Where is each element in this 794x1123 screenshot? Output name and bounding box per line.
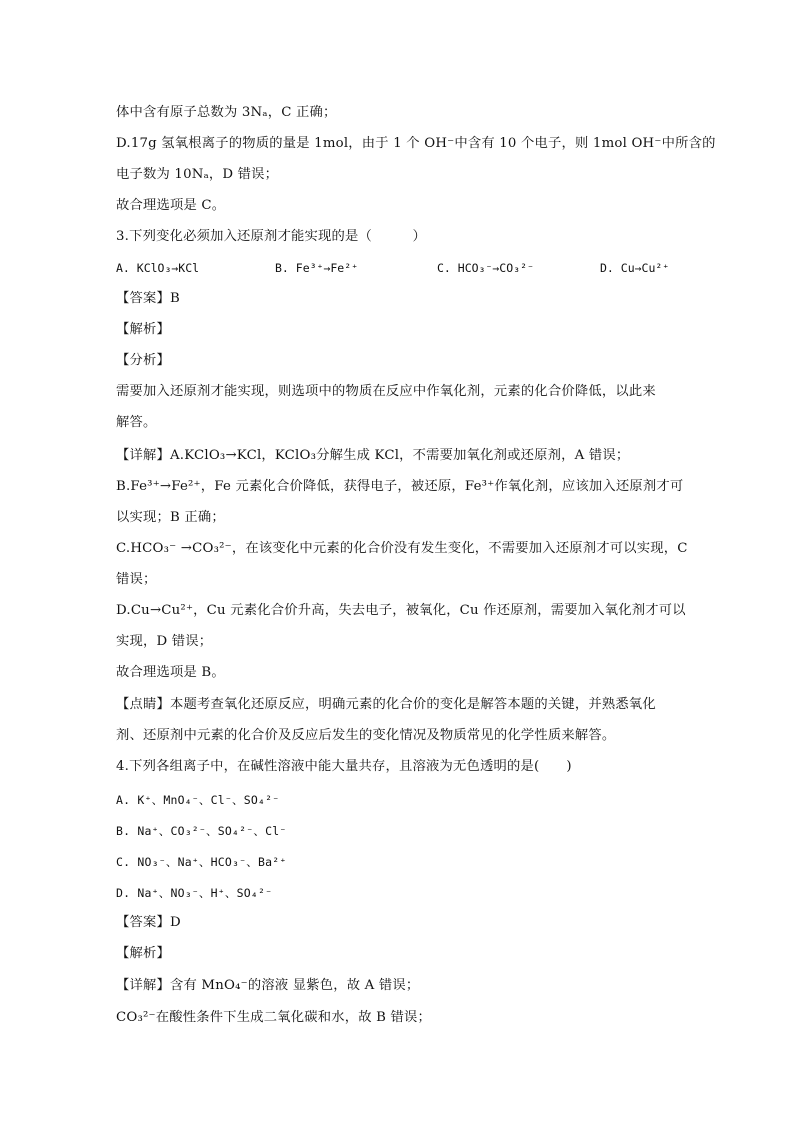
text-line: 需要加入还原剂才能实现，则选项中的物质在反应中作氧化剂，元素的化合价降低，以此来 (116, 384, 656, 399)
q4-option-c: C. NO₃⁻、Na⁺、HCO₃⁻、Ba²⁺ (116, 855, 287, 869)
q3-option-d: D. Cu→Cu²⁺ (600, 261, 670, 275)
q3-option-c: C. HCO₃⁻→CO₃²⁻ (437, 261, 534, 275)
q3-option-a: A. KClO₃→KCl (116, 261, 200, 275)
text-line: C.HCO₃⁻ →CO₃²⁻，在该变化中元素的化合价没有发生变化，不需要加入还原剂才可以实现，C (116, 541, 688, 556)
analysis-heading: 【解析】 (116, 322, 170, 337)
text-line: D.Cu→Cu²⁺，Cu 元素化合价升高，失去电子，被氧化，Cu 作还原剂，需要加入氧化剂才可以 (116, 603, 686, 618)
q4-option-a: A. K⁺、MnO₄⁻、Cl⁻、SO₄²⁻ (116, 793, 280, 807)
q4-option-d: D. Na⁺、NO₃⁻、H⁺、SO₄²⁻ (116, 886, 273, 900)
text-line: 【详解】含有 MnO₄⁻的溶液 显紫色，故 A 错误； (116, 978, 420, 993)
question-4-stem: 4.下列各组离子中，在碱性溶液中能大量共存，且溶液为无色透明的是( ) (116, 759, 572, 774)
text-line: CO₃²⁻在酸性条件下生成二氧化碳和水，故 B 错误； (116, 1010, 432, 1025)
answer-label: 【答案】D (116, 915, 181, 930)
text-line: 剂、还原剂中元素的化合价及反应后发生的变化情况及物质常见的化学性质来解答。 (116, 728, 616, 743)
text-line: D.17g 氢氧根离子的物质的量是 1mol，由于 1 个 OH⁻中含有 10 个电子，则 1mol OH⁻中所含的 (116, 136, 716, 151)
text-line: B.Fe³⁺→Fe²⁺，Fe 元素化合价降低，获得电子，被还原，Fe³⁺作氧化剂，应该加入还原剂才可 (116, 479, 684, 494)
analysis-heading: 【解析】 (116, 946, 170, 961)
text-line: 解答。 (116, 415, 157, 430)
text-line: 【详解】A.KClO₃→KCl，KClO₃分解生成 KCl，不需要加氧化剂或还原剂，A 错误； (116, 448, 630, 463)
answer-label: 【答案】B (116, 291, 180, 306)
q4-option-b: B. Na⁺、CO₃²⁻、SO₄²⁻、Cl⁻ (116, 824, 287, 838)
text-line: 故合理选项是 C。 (116, 198, 226, 213)
text-line: 实现，D 错误； (116, 634, 213, 649)
text-line: 错误； (116, 572, 157, 587)
text-line: 【点睛】本题考查氧化还原反应，明确元素的化合价的变化是解答本题的关键，并熟悉氧化 (116, 697, 656, 712)
text-line: 故合理选项是 B。 (116, 665, 225, 680)
analysis-subheading: 【分析】 (116, 353, 170, 368)
q3-option-b: B. Fe³⁺→Fe²⁺ (275, 261, 359, 275)
question-3-stem: 3.下列变化必须加入还原剂才能实现的是（ ） (116, 229, 427, 244)
text-line: 体中含有原子总数为 3Nₐ，C 正确； (116, 105, 337, 120)
text-line: 电子数为 10Nₐ，D 错误； (116, 167, 279, 182)
text-line: 以实现；B 正确； (116, 510, 225, 525)
